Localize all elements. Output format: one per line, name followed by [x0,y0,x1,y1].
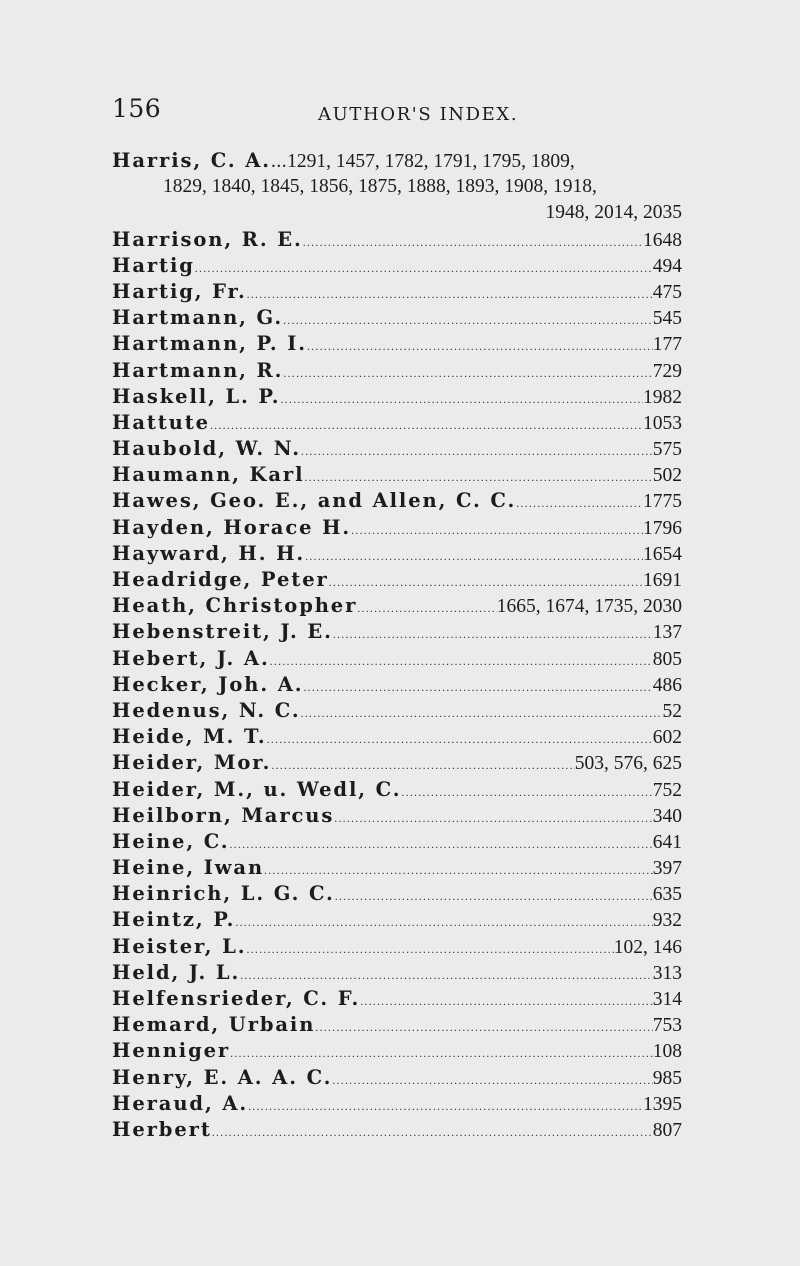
index-entry [112,803,682,829]
entry-name: Helfensrieder, C. F. [112,987,361,1010]
index-entry [112,646,682,672]
entry-pages: 753 [652,1015,682,1037]
index-entry [112,907,682,933]
entry-name: Heraud, A. [112,1091,249,1115]
entry-pages: 397 [652,858,682,880]
dot-leader [303,229,643,255]
page-number: 156 [112,94,162,123]
entry-pages: 1982 [643,386,682,408]
dot-leader [270,648,653,674]
entry-name: Heide, M. T. [112,725,267,749]
dot-leader [247,281,653,307]
entry-name: Hedenus, N. C. [112,698,301,722]
entry-pages: 475 [652,281,682,303]
dot-leader [301,700,663,726]
entry-pages: 1775 [643,491,682,513]
entry-name: Haskell, L. P. [112,384,281,408]
entry-name: Hayward, H. H. [112,541,306,565]
index-entry [112,1117,682,1143]
index-entry [112,777,682,803]
page-header [112,94,692,126]
index-entry [112,855,682,881]
index-entry [112,541,682,567]
entry-pages: 635 [652,884,682,906]
index-entry [112,750,682,776]
dot-leader [357,595,496,621]
dot-leader [304,464,652,490]
index-entry [112,227,682,253]
dot-leader [195,255,653,281]
dot-leader [307,333,653,359]
entry-pages: 503, 576, 625 [574,753,682,775]
index-entry [112,698,682,724]
dot-leader [301,438,653,464]
dot-leader [360,988,653,1014]
entry-name: Hecker, Joh. A. [112,672,304,696]
index-entry [112,724,682,750]
index-entry [112,934,682,960]
entry-pages: 1796 [643,517,682,539]
entry-name: Heine, C. [112,829,230,853]
entry-name: Held, J. L. [112,960,241,984]
entry-name: Hartmann, P. I. [112,332,307,356]
dot-leader [283,360,652,386]
entry-pages-continued: 1948, 2014, 2035 [545,202,682,224]
dot-leader [212,1119,653,1145]
entry-name: Headridge, Peter [112,568,329,591]
dot-leader [305,543,643,569]
index-entry [112,829,682,855]
entry-pages: 1053 [643,412,682,434]
index-entry [112,593,682,619]
entry-pages: 494 [652,255,682,277]
index-entry [112,960,682,986]
index-entry [112,384,682,410]
entry-pages: 340 [652,805,682,827]
entry-pages: 805 [652,648,682,670]
dot-leader [248,1093,643,1119]
dot-leader [210,412,643,438]
entry-name: Hemard, Urbain [112,1013,316,1037]
entry-pages: 602 [652,727,682,749]
dot-leader [240,962,653,988]
entry-pages: 102, 146 [613,936,682,958]
entry-name: Henniger [112,1039,231,1063]
index-entry [112,1038,682,1064]
dot-leader [333,621,653,647]
index-entry [112,436,682,462]
entry-pages: 1395 [643,1093,682,1115]
entry-pages: 641 [652,831,682,853]
dot-leader: ... [270,151,288,172]
entry-name: Hartmann, R. [112,358,284,382]
entry-pages: 752 [652,779,682,801]
entry-name: Heilborn, Marcus [112,803,335,827]
entry-pages: 137 [652,622,682,644]
entry-name: Haubold, W. N. [112,437,301,461]
entry-name: Henry, E. A. A. C. [112,1065,333,1089]
entries-container [112,227,682,1144]
entry-name: Herbert [112,1117,212,1141]
index-entry [112,672,682,698]
dot-leader [334,805,653,831]
entry-name: Hebert, J. A. [112,646,270,670]
entry-name: Hartig [112,253,195,277]
index-entry [112,331,682,357]
entry-pages: 314 [652,989,682,1010]
entry-name: Hartmann, G. [112,306,284,330]
entry-name: Heider, M., u. Wedl, C. [112,777,402,801]
dot-leader [315,1014,652,1040]
entry-name: Haumann, Karl [112,463,305,487]
dot-leader [516,490,643,516]
entry-pages: 932 [652,910,682,932]
dot-leader [271,752,574,778]
dot-leader [303,674,652,700]
index-entry [112,305,682,331]
index-entry [112,619,682,645]
index-entry [112,1012,682,1038]
index-entry [112,253,682,279]
index-entry [112,410,682,436]
entry-pages: 545 [652,308,682,330]
entry-pages: 1665, 1674, 1735, 2030 [496,596,682,618]
index-entry [112,279,682,305]
index-entry [112,1065,682,1091]
entry-pages: 1648 [643,229,682,251]
entry-pages: 807 [652,1119,682,1141]
entry-name: Harrison, R. E. [112,227,303,251]
author-index-list [112,148,682,1143]
entry-pages: 575 [652,439,682,461]
entry-name: Hartig, Fr. [112,279,247,303]
entry-pages: 52 [662,700,682,722]
entry-name: Heider, Mor. [112,751,272,775]
entry-name: Hayden, Horace H. [112,515,352,539]
dot-leader [335,883,653,909]
dot-leader [246,936,613,962]
entry-pages: 486 [652,674,682,696]
entry-pages: 1691 [643,570,682,591]
index-entry-harris [112,148,682,174]
entry-pages: 1654 [643,543,682,565]
entry-name: Heine, Iwan [112,856,265,880]
index-entry [112,515,682,541]
dot-leader [229,831,652,857]
index-entry [112,488,682,514]
index-entry [112,881,682,907]
entry-name: Heinrich, L. G. C. [112,882,335,906]
dot-leader [332,1067,652,1093]
entry-pages: 1291, 1457, 1782, 1791, 1795, 1809, [287,151,575,172]
entry-pages: 108 [652,1041,682,1063]
entry-name: Heath, Christopher [112,594,358,618]
dot-leader [283,307,653,333]
entry-pages: 985 [652,1067,682,1089]
entry-name: Hebenstreit, J. E. [112,620,333,644]
entry-pages: 177 [652,334,682,356]
dot-leader [267,726,653,752]
dot-leader [280,386,643,412]
running-head: AUTHOR'S INDEX. [318,104,519,125]
index-entry [112,986,682,1012]
entry-pages: 729 [652,360,682,382]
entry-name: Hawes, Geo. E., and Allen, C. C. [112,489,517,513]
entry-pages: 313 [652,962,682,984]
index-entry [112,567,682,593]
dot-leader [401,779,652,805]
index-entry [112,1091,682,1117]
index-entry [112,358,682,384]
dot-leader [329,569,643,595]
dot-leader [235,909,652,935]
entry-name: Heintz, P. [112,908,236,932]
dot-leader [264,857,653,883]
entry-name: Heister, L. [112,934,247,958]
entry-pages: 502 [652,465,682,487]
entry-pages-continued: 1829, 1840, 1845, 1856, 1875, 1888, 1893, 1908, 1918, [163,176,597,198]
entry-name: Hattute [112,410,210,434]
entry-name: Harris, C. A. [112,149,271,172]
dot-leader [230,1040,653,1066]
dot-leader [351,517,643,543]
index-entry [112,462,682,488]
